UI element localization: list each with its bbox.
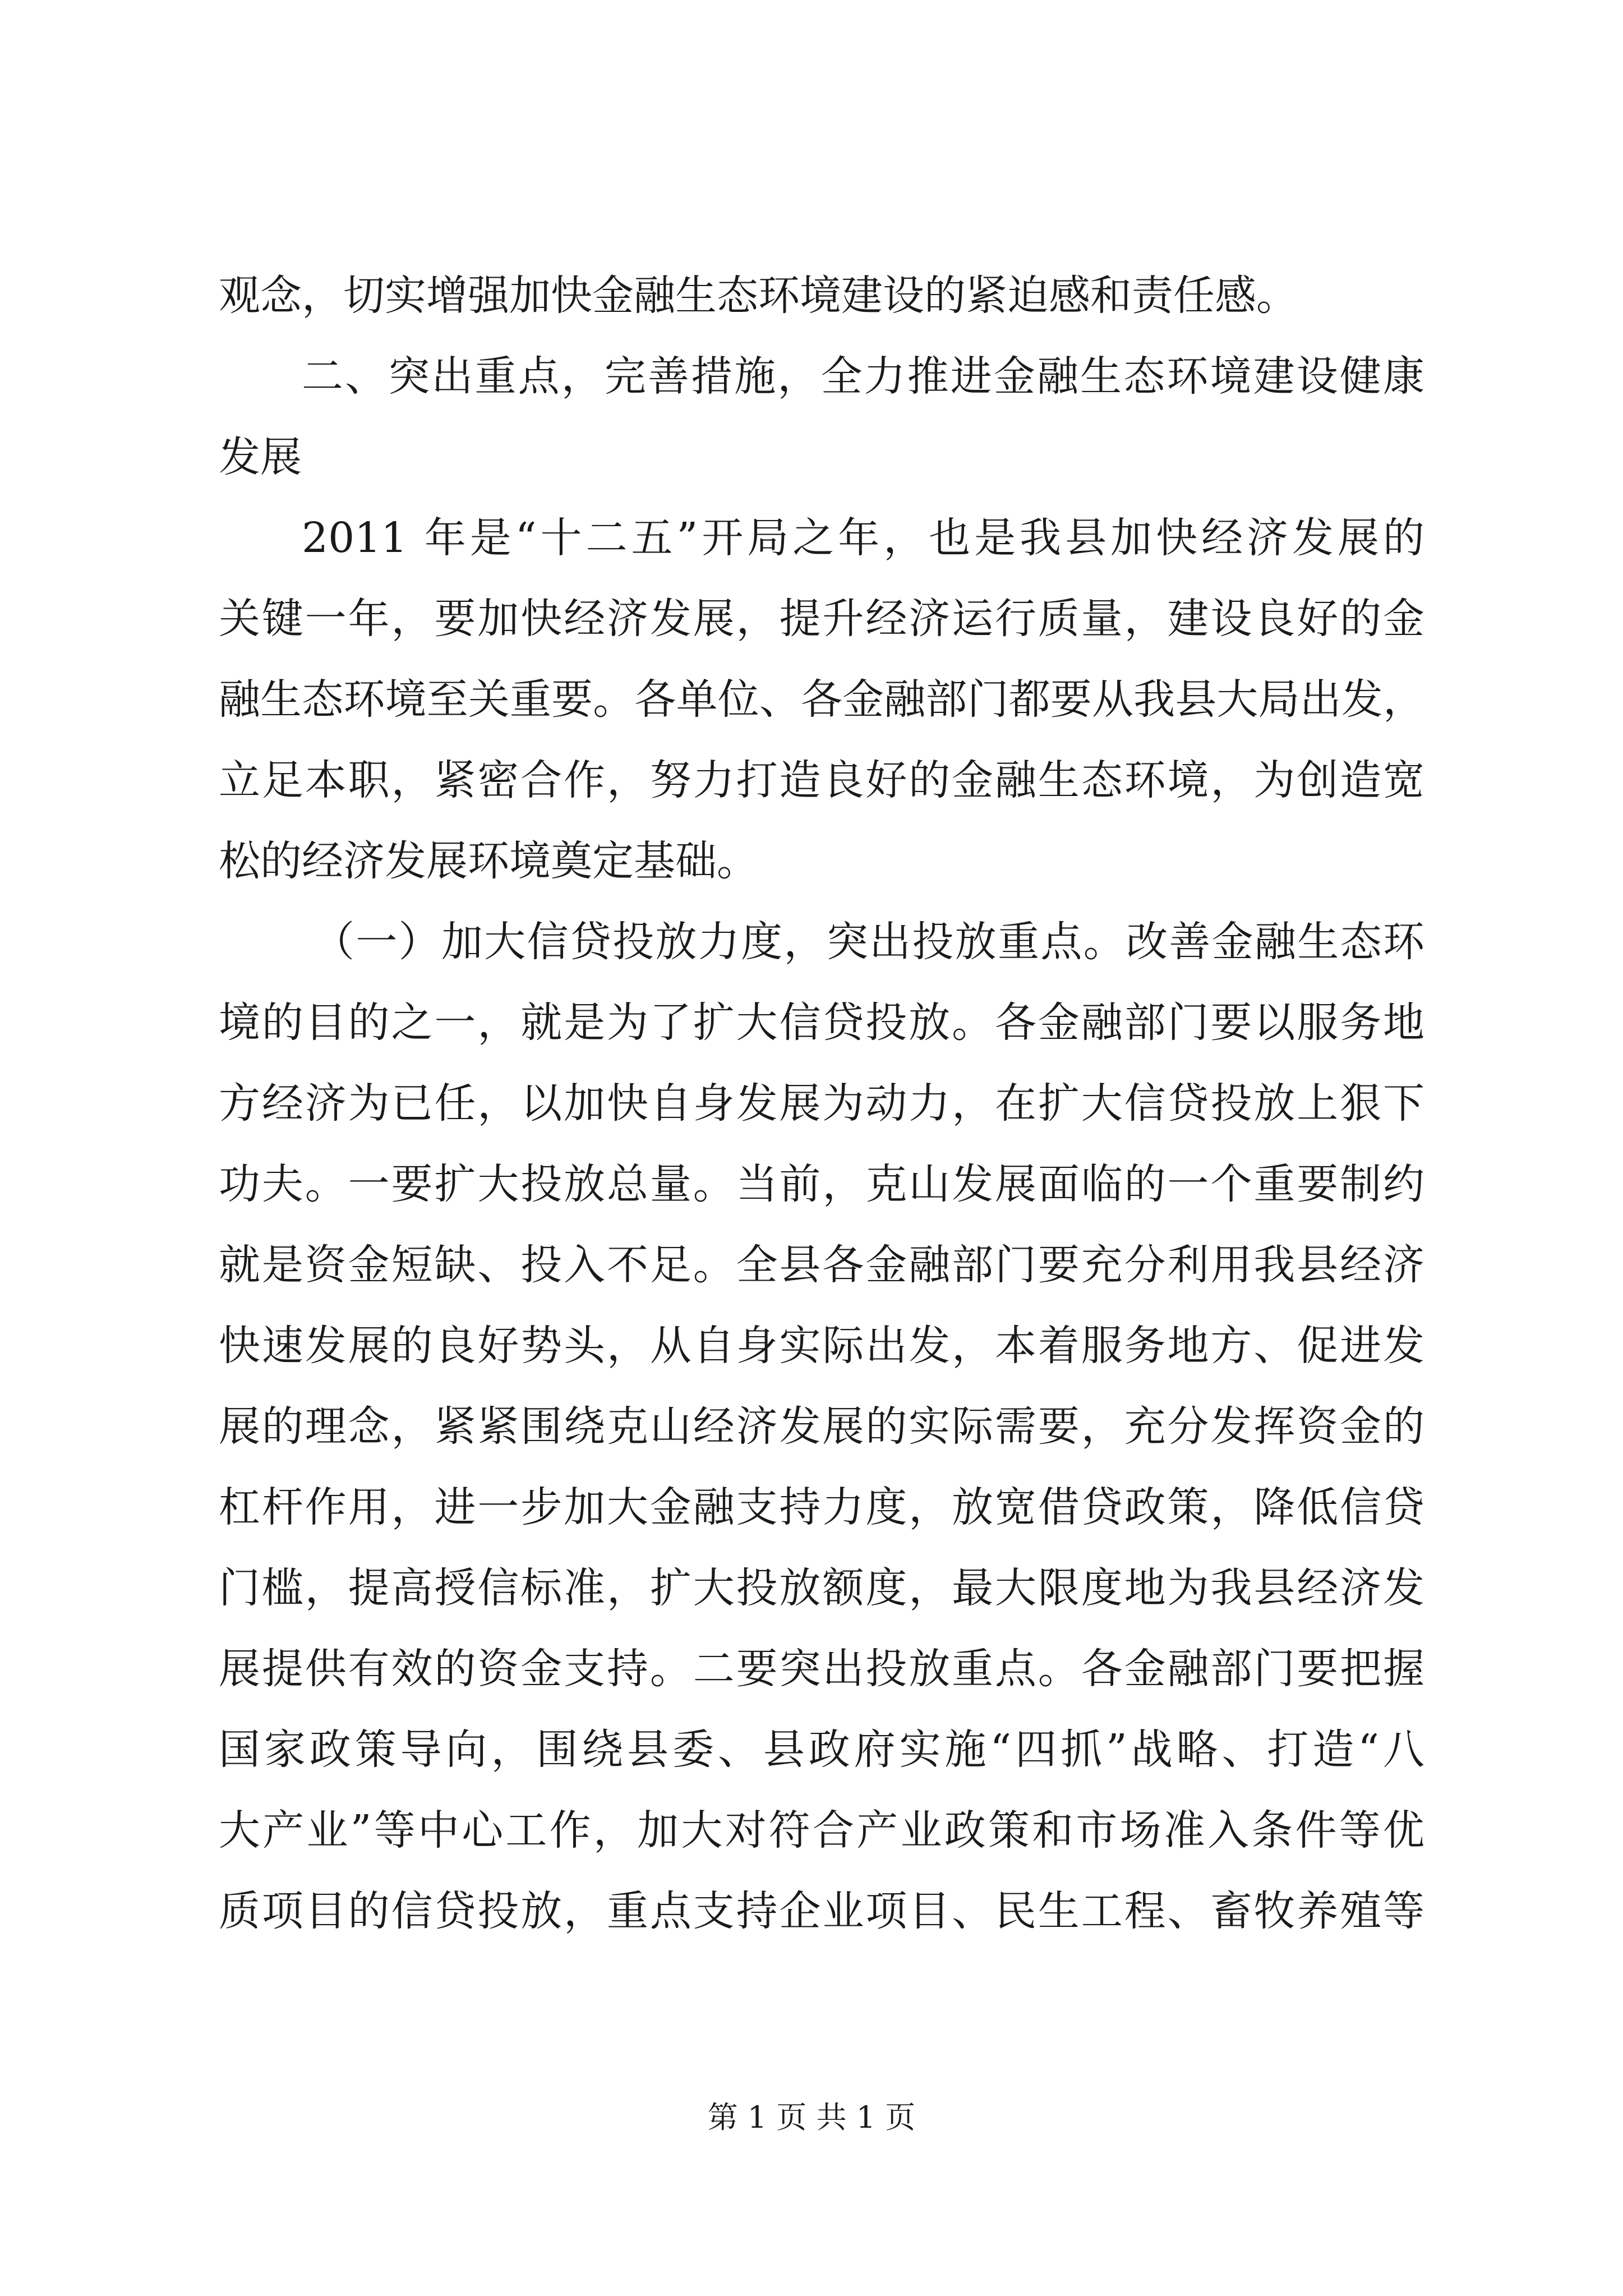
text-line: 展的理念，紧紧围绕克山经济发展的实际需要，充分发挥资金的 [219, 1402, 1424, 1451]
text-line: 功夫。一要扩大投放总量。当前，克山发展面临的一个重要制约 [219, 1160, 1424, 1208]
text-line: 杠杆作用，进一步加大金融支持力度，放宽借贷政策，降低信贷 [219, 1483, 1424, 1531]
text-line: 观念，切实增强加快金融生态环境建设的紧迫感和责任感。 [219, 272, 1298, 320]
text-line: 展提供有效的资金支持。二要突出投放重点。各金融部门要把握 [219, 1645, 1424, 1693]
text-line: 大产业”等中心工作，加大对符合产业政策和市场准入条件等优 [219, 1806, 1424, 1855]
text-line: 立足本职，紧密合作，努力打造良好的金融生态环境，为创造宽 [219, 756, 1424, 804]
page-footer: 第 1 页 共 1 页 [707, 2100, 916, 2135]
paragraph-1 [219, 255, 1424, 336]
paragraph-2-section-heading [219, 336, 1424, 498]
text-line: 国家政策导向，围绕县委、县政府实施“四抓”战略、打造“八 [219, 1726, 1424, 1774]
text-line: 2011 年是“十二五”开局之年，也是我县加快经济发展的 [302, 514, 1424, 562]
document-body [219, 255, 1424, 1952]
paragraph-3 [219, 498, 1424, 901]
text-line: 松的经济发展环境奠定基础。 [219, 837, 758, 885]
text-line: 质项目的信贷投放，重点支持企业项目、民生工程、畜牧养殖等 [219, 1887, 1424, 1935]
text-line: 融生态环境至关重要。各单位、各金融部门都要从我县大局出发， [219, 675, 1424, 724]
text-line: （一）加大信贷投放力度，突出投放重点。改善金融生态环 [313, 918, 1424, 966]
text-line: 方经济为已任，以加快自身发展为动力，在扩大信贷投放上狠下 [219, 1079, 1424, 1128]
text-line: 二、突出重点，完善措施，全力推进金融生态环境建设健康 [302, 352, 1424, 401]
text-line: 发展 [219, 433, 302, 481]
paragraph-4 [219, 901, 1424, 1952]
text-line: 关键一年，要加快经济发展，提升经济运行质量，建设良好的金 [219, 595, 1424, 643]
text-line: 就是资金短缺、投入不足。全县各金融部门要充分利用我县经济 [219, 1241, 1424, 1289]
text-line: 门槛，提高授信标准，扩大投放额度，最大限度地为我县经济发 [219, 1564, 1424, 1612]
text-line: 境的目的之一，就是为了扩大信贷投放。各金融部门要以服务地 [219, 999, 1424, 1047]
text-line: 快速发展的良好势头，从自身实际出发，本着服务地方、促进发 [219, 1322, 1424, 1370]
